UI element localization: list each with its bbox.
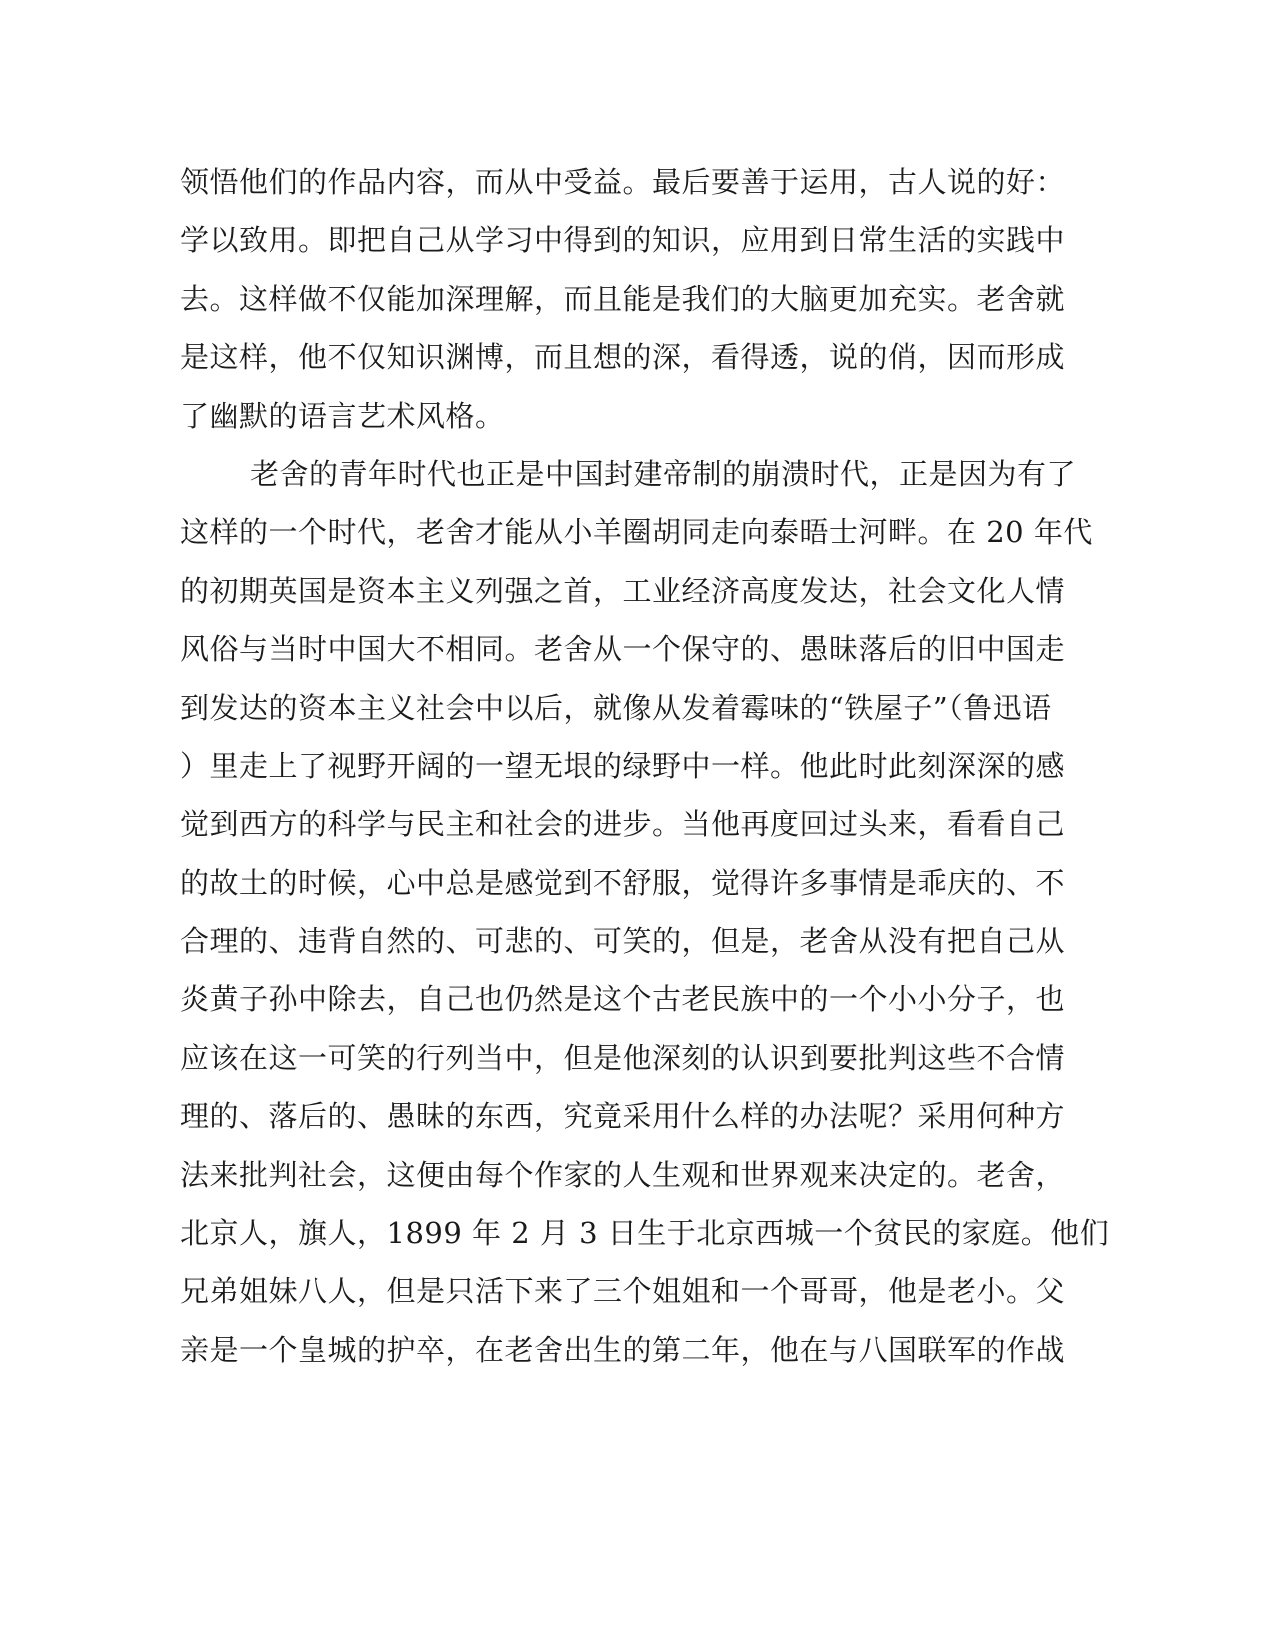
text-line: 亲是一个皇城的护卒，在老舍出生的第二年，他在与八国联军的作战 <box>180 1332 1066 1367</box>
text-line: 应该在这一可笑的行列当中，但是他深刻的认识到要批判这些不合情 <box>180 1040 1066 1075</box>
text-line: 法来批判社会，这便由每个作家的人生观和世界观来决定的。老舍， <box>180 1157 1066 1192</box>
text-line: 到发达的资本主义社会中以后，就像从发着霉味的“铁屋子”（鲁迅语 <box>180 690 1052 725</box>
text-line: 合理的、违背自然的、可悲的、可笑的，但是，老舍从没有把自己从 <box>180 924 1066 959</box>
text-line: 北京人，旗人，1899 年 2 月 3 日生于北京西城一个贫民的家庭。他们 <box>180 1216 1110 1251</box>
text-line: 理的、落后的、愚昧的东西，究竟采用什么样的办法呢？采用何种方 <box>180 1099 1066 1134</box>
text-line: 兄弟姐妹八人，但是只活下来了三个姐姐和一个哥哥，他是老小。父 <box>180 1274 1066 1309</box>
text-line: 了幽默的语言艺术风格。 <box>180 398 505 433</box>
text-line: 风俗与当时中国大不相同。老舍从一个保守的、愚昧落后的旧中国走 <box>180 632 1066 667</box>
text-line: 的故土的时候，心中总是感觉到不舒服，觉得许多事情是乖庆的、不 <box>180 865 1066 900</box>
text-line: 老舍的青年时代也正是中国封建帝制的崩溃时代，正是因为有了 <box>250 456 1077 491</box>
text-line: 这样的一个时代，老舍才能从小羊圈胡同走向泰晤士河畔。在 20 年代 <box>180 515 1093 550</box>
text-line: 领悟他们的作品内容，而从中受益。最后要善于运用，古人说的好： <box>180 165 1066 199</box>
text-line: 的初期英国是资本主义列强之首，工业经济高度发达，社会文化人情 <box>180 573 1066 608</box>
text-line: ）里走上了视野开阔的一望无垠的绿野中一样。他此时此刻深深的感 <box>180 748 1066 783</box>
paragraph-2 <box>180 445 1110 1379</box>
document-body <box>180 153 1110 1379</box>
text-line: 去。这样做不仅能加深理解，而且能是我们的大脑更加充实。老舍就 <box>180 281 1066 316</box>
text-line: 炎黄子孙中除去，自己也仍然是这个古老民族中的一个小小分子，也 <box>180 982 1066 1017</box>
text-line: 觉到西方的科学与民主和社会的进步。当他再度回过头来，看看自己 <box>180 807 1066 842</box>
paragraph-1 <box>180 153 1066 445</box>
text-line: 学以致用。即把自己从学习中得到的知识，应用到日常生活的实践中 <box>180 223 1066 258</box>
text-line: 是这样，他不仅知识渊博，而且想的深，看得透，说的俏，因而形成 <box>180 340 1066 375</box>
